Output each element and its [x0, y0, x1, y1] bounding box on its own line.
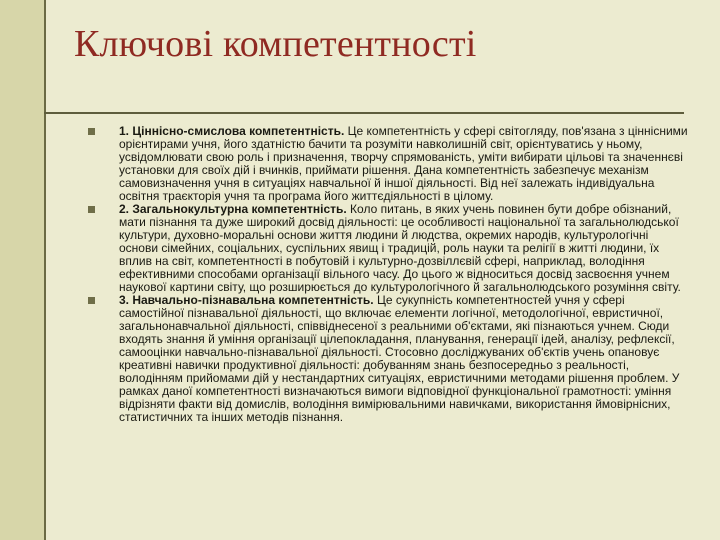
- item-heading: 3. Навчально-пізнавальна компетентність.: [119, 293, 374, 307]
- horizontal-divider: [44, 112, 684, 114]
- square-bullet-icon: [88, 297, 95, 304]
- slide-title: Ключові компетентності: [74, 23, 477, 65]
- bullet-list: [88, 125, 688, 424]
- vertical-divider: [44, 0, 46, 540]
- left-decorative-band: [0, 0, 44, 540]
- item-text: Це сукупність компетентностей учня у сфері самостійної пізнавальної діяльності, що включає елементи логічної, методологічної, евристичної, загальнонавчальної діяльності, співвіднесеної з реальними об'єктами, які пізнаються учнем. Сюди входять знання й уміння організації цілепокладання, планування, генерації ідей, аналізу, рефлексії, самооцінки навчально-пізнавальної діяльності. Стосовно досліджуваних об'єктів учень опановує креативні навички продуктивної діяльності: добуванням знань безпосередньо з реальності, володінням прийомами дій у нестандартних ситуаціях, евристичними методами рішення проблем. У рамках даної компетентності визначаються вимоги відповідної функціональної грамотності: уміння відрізняти факти від домислів, володіння вимірювальними навичками, використання ймовірнісних, статистичних та інших методів пізнання.: [119, 293, 680, 424]
- list-item: [88, 294, 688, 424]
- item-text: Це компетентність у сфері світогляду, пов'язана з ціннісними орієнтирами учня, його здатністю бачити та розуміти навколишній світ, орієнтуватись у ньому, усвідомлювати свою роль і призначення, творчу спрямованість, уміти вибирати цільові та значеннєві установки для своїх дій і вчинків, приймати рішення. Дана компетентність забезпечує механізм самовизначення учня в ситуаціях навчальної й іншої діяльності. Від неї залежать індивідуальна освітня траєкторія учня та програма його життєдіяльності в цілому.: [119, 124, 688, 203]
- square-bullet-icon: [88, 128, 95, 135]
- list-item: [88, 203, 688, 294]
- item-heading: 1. Ціннісно-смислова компетентність.: [119, 124, 345, 138]
- item-text: Коло питань, в яких учень повинен бути добре обізнаний, мати пізнання та дуже широкий досвід діяльності: це особливості національної та загальнолюдської культури, духовно-моральні основи життя людини й людства, окремих народів, культурологічні основи сімейних, соціальних, суспільних явищ і традицій, роль науки та релігії в житті людини, їх вплив на світ, компетентності в побутовій і культурно-дозвіллєвій сфері, наприклад, володіння ефективними способами організації вільного часу. До цього ж відноситься досвід засвоєння учнем наукової картини світу, що розширюється до культурологічного й загальнолюдського розуміння світу.: [119, 202, 681, 294]
- item-heading: 2. Загальнокультурна компетентність.: [119, 202, 347, 216]
- square-bullet-icon: [88, 206, 95, 213]
- list-item: [88, 125, 688, 203]
